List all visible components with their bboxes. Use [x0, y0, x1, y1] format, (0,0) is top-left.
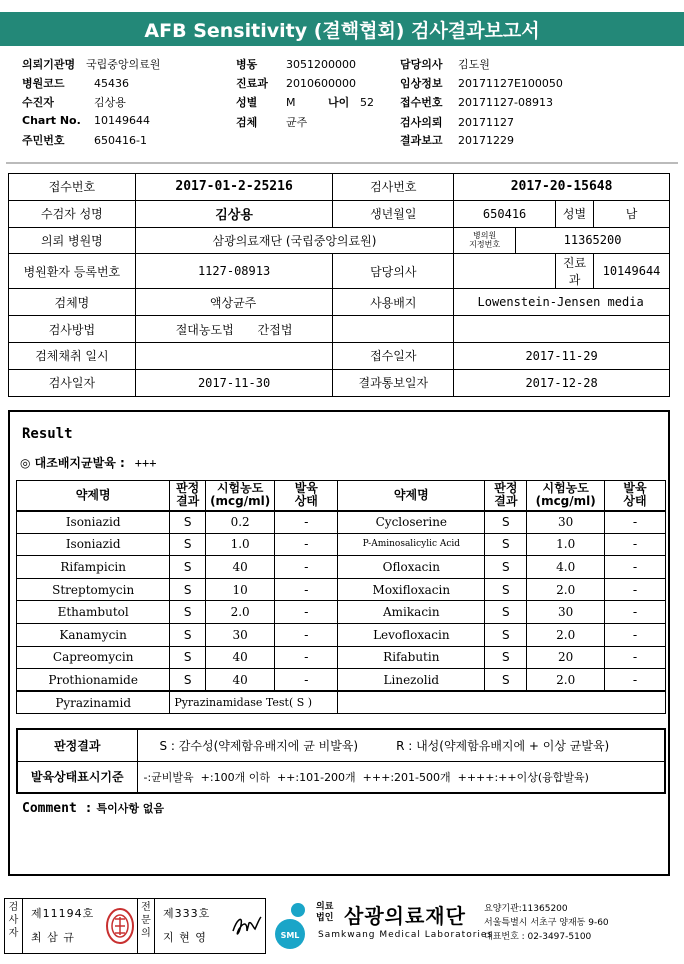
- footer: [0, 894, 684, 958]
- corp-type: 의료 법인: [316, 902, 334, 923]
- drug-result: S: [170, 669, 206, 692]
- sml-logo-icon: [272, 900, 310, 952]
- corp-info: 요양기관:11365200 서울특별시 서초구 양재동 9-60 대표번호 : 02-3497-5100: [484, 904, 609, 942]
- drug-drug: Prothionamide: [17, 669, 170, 692]
- legend-table: 판정결과 S : 감수성(약제함유배지에 균 비발육) R : 내성(약제함유배지에 + 이상 균발육) 발육상태표시기준 -:균비발육 +:100개 이하 ++:101-200개 +++:201-500개 ++++:++이상(융합발육): [16, 728, 666, 794]
- tester-label: 검사자: [5, 899, 23, 953]
- legend-growth: -:균비발육 +:100개 이하 ++:101-200개 +++:201-500개 ++++:++이상(융합발육): [137, 761, 665, 793]
- specimen-info-table: 접수번호 2017-01-2-25216 검사번호 2017-20-15648 수검자 성명 김상용 생년월일 650416 성별 남 의뢰 병원명 삼광의료재단 (국립중앙의료원) 병의원 지정번호 11365200 병원환자 등록번호 1127-08913 담당의사 진료과 10149644 검체명 액상균주 사용배지 Lowenstein-Jensen media 검사방법 절대농도법 간접법 검체채취 일시 접수일자 2017-11-29 검사일자 2017-11-30 결과통보일자 2017-12-28: [8, 173, 670, 397]
- drug-result: S: [170, 623, 206, 646]
- drug-drug: Levofloxacin: [338, 623, 485, 646]
- doctor: [454, 254, 556, 289]
- drug-row: [17, 578, 666, 601]
- drug-drug: Rifabutin: [338, 646, 485, 669]
- drug-result: S: [170, 556, 206, 579]
- drug-conc: 4.0: [527, 556, 605, 579]
- receipt-no: 2017-01-2-25216: [135, 174, 333, 201]
- drug-conc: 2.0: [527, 578, 605, 601]
- drug-conc: 2.0: [527, 623, 605, 646]
- drug-conc: 40: [206, 556, 275, 579]
- drug-drug: Cycloserine: [338, 511, 485, 534]
- drug-result: S: [170, 601, 206, 624]
- drug-drug: Isoniazid: [17, 533, 170, 556]
- drug-result: S: [485, 646, 527, 669]
- drug-drug: Rifampicin: [17, 556, 170, 579]
- drug-conc: 1.0: [527, 533, 605, 556]
- drug-growth: -: [605, 601, 666, 624]
- drug-conc: 30: [527, 511, 605, 534]
- drug-conc: 30: [206, 623, 275, 646]
- corp-name-en: Samkwang Medical Laboratories: [318, 930, 494, 940]
- drug-drug: Ethambutol: [17, 601, 170, 624]
- birth-date: 650416: [454, 200, 556, 227]
- signature-box: 검사자 제11194호 최 삼 규 전문의 제333호 지 현 영: [4, 898, 266, 954]
- drug-growth: -: [275, 533, 338, 556]
- drug-drug: Ofloxacin: [338, 556, 485, 579]
- corp-name: 삼광의료재단: [344, 904, 466, 928]
- tested-date: 2017-11-30: [135, 369, 333, 396]
- drug-result: S: [485, 556, 527, 579]
- drug-drug: Streptomycin: [17, 578, 170, 601]
- sml-logo-text: SML: [280, 931, 300, 940]
- drug-growth: -: [605, 511, 666, 534]
- drug-result: S: [485, 669, 527, 692]
- report-title: AFB Sensitivity (결핵협회) 검사결과보고서: [0, 12, 684, 46]
- drug-growth: -: [605, 556, 666, 579]
- drug-result: S: [170, 511, 206, 534]
- drug-row: [17, 646, 666, 669]
- drug-growth: -: [275, 601, 338, 624]
- drug-row: [17, 533, 666, 556]
- drug-growth: -: [605, 646, 666, 669]
- drug-row: [17, 601, 666, 624]
- drug-drug: Moxifloxacin: [338, 578, 485, 601]
- drug-conc: 2.0: [527, 669, 605, 692]
- pza-result: Pyrazinamidase Test( S ): [170, 691, 338, 714]
- designated-no: 11365200: [516, 227, 670, 254]
- received-date: 2017-11-29: [454, 342, 670, 369]
- drug-drug: Kanamycin: [17, 623, 170, 646]
- drug-row: [17, 511, 666, 534]
- drug-drug: Amikacin: [338, 601, 485, 624]
- patient-name: 김상용: [135, 200, 333, 227]
- specimen-name: 액상균주: [135, 289, 333, 316]
- drug-result: S: [170, 646, 206, 669]
- drug-growth: -: [605, 623, 666, 646]
- drug-drug: P-Aminosalicylic Acid: [338, 533, 485, 556]
- header-info: 의뢰기관명 국립중앙의료원 병원코드 45436 수진자 김상용 Chart No. 10149644 주민번호 650416-1 병동 3051200000 진료과 2010600000 성별 M 나이 52 검체 균주 담당의사 김도원 임상정보 20171127E100050 접수번호 20171127-08913 검사의뢰 20171127 결과보고 20171229: [22, 58, 563, 147]
- result-section: [8, 410, 670, 876]
- seal-icon: [105, 907, 135, 945]
- pza-drug: Pyrazinamid: [17, 691, 170, 714]
- drug-result: S: [170, 578, 206, 601]
- drug-result: S: [485, 511, 527, 534]
- patient-reg-no: 1127-08913: [135, 254, 333, 289]
- drug-result: S: [485, 578, 527, 601]
- drug-row: [17, 669, 666, 692]
- drug-conc: 20: [527, 646, 605, 669]
- collect-date: [135, 342, 333, 369]
- drug-result: S: [485, 601, 527, 624]
- drug-sensitivity-table: 약제명 판정 결과 시험농도 (mcg/ml) 발육 상태 약제명 판정 결과 시험농도 (mcg/ml) 발육 상태 Isoniazid S 0.2 - Cycloserine S 30 - Isoniazid S 1.0 - P-Aminosalicylic Acid S 1.0 - Rifampicin S 40 - Ofloxacin S 4.0 - Streptomycin S 10 - Moxifloxacin S 2.0 - Ethambutol S 2.0 - Amikacin S 30 - Kanamycin S 30 - Levofloxacin S 2.0 - Capreomycin S 40 - Rifabutin S 20 - Prothionamide S 40 - Linezolid S 2.0 - Pyrazinamid Pyrazinamidase Test( S ): [16, 480, 666, 714]
- drug-conc: 40: [206, 669, 275, 692]
- hospital-name: 삼광의료재단 (국립중앙의료원): [135, 227, 453, 254]
- drug-growth: -: [275, 669, 338, 692]
- drug-conc: 40: [206, 646, 275, 669]
- drug-conc: 0.2: [206, 511, 275, 534]
- dept: 10149644: [593, 254, 669, 289]
- drug-growth: -: [605, 578, 666, 601]
- drug-result: S: [485, 623, 527, 646]
- header-divider: [6, 162, 678, 164]
- signature-icon: [227, 909, 263, 943]
- result-title: Result: [22, 426, 73, 442]
- drug-growth: -: [275, 556, 338, 579]
- test-no: 2017-20-15648: [454, 174, 670, 201]
- comment: Comment : 특이사항 없음: [22, 801, 165, 816]
- drug-growth: -: [605, 669, 666, 692]
- drug-result: S: [170, 533, 206, 556]
- drug-row: [17, 556, 666, 579]
- drug-conc: 30: [527, 601, 605, 624]
- drug-conc: 1.0: [206, 533, 275, 556]
- specialist-label: 전문의: [137, 899, 155, 953]
- drug-growth: -: [275, 646, 338, 669]
- control-growth: ◎ 대조배지균발육 : +++: [20, 456, 157, 470]
- drug-result: S: [485, 533, 527, 556]
- drug-growth: -: [275, 623, 338, 646]
- notified-date: 2017-12-28: [454, 369, 670, 396]
- drug-drug: Isoniazid: [17, 511, 170, 534]
- medium: Lowenstein-Jensen media: [454, 289, 670, 316]
- legend-judge: S : 감수성(약제함유배지에 균 비발육) R : 내성(약제함유배지에 + 이상 균발육): [137, 729, 665, 761]
- drug-drug: Capreomycin: [17, 646, 170, 669]
- drug-growth: -: [275, 578, 338, 601]
- drug-row: [17, 623, 666, 646]
- drug-drug: Linezolid: [338, 669, 485, 692]
- drug-conc: 2.0: [206, 601, 275, 624]
- drug-growth: -: [275, 511, 338, 534]
- drug-growth: -: [605, 533, 666, 556]
- test-method: 절대농도법 간접법: [135, 316, 333, 343]
- sex: 남: [593, 200, 669, 227]
- drug-conc: 10: [206, 578, 275, 601]
